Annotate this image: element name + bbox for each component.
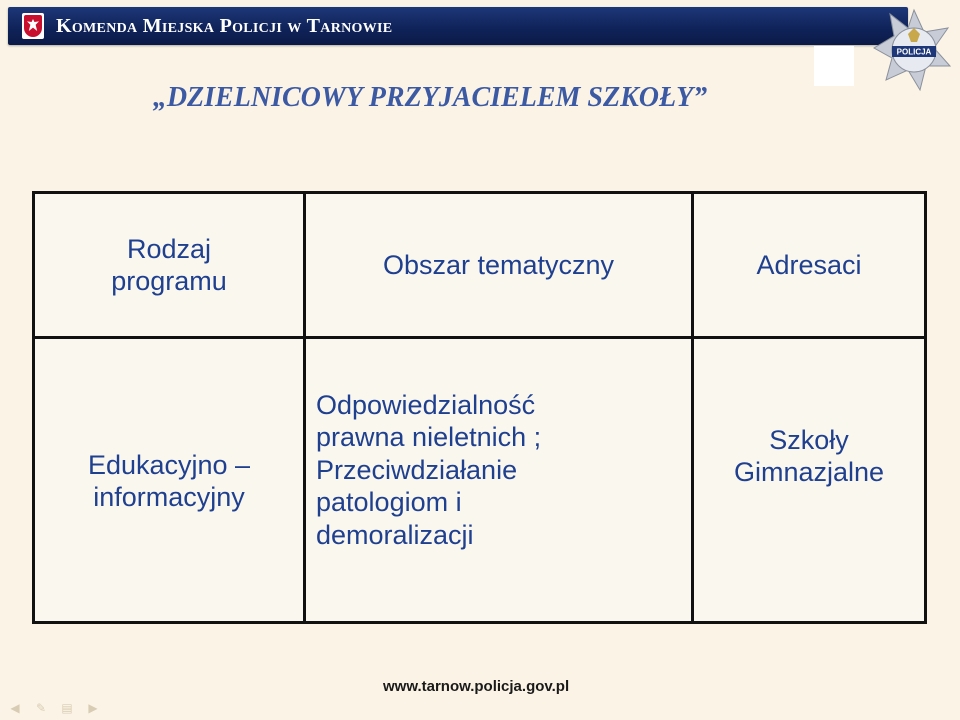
police-star-badge-icon bbox=[872, 8, 956, 94]
footer-url[interactable]: www.tarnow.policja.gov.pl bbox=[383, 678, 570, 695]
table-header-row bbox=[34, 193, 926, 338]
cell-program-type: Edukacyjno – informacyjny bbox=[34, 338, 305, 623]
cell-thematic-area: Odpowiedzialność prawna nieletnich ; Przeciwdziałanie patologiom i demoralizacji bbox=[305, 338, 693, 623]
header-title: Komenda Miejska Policji w Tarnowie bbox=[56, 15, 393, 37]
header-cell-thematic-area: Obszar tematyczny bbox=[305, 193, 693, 338]
slide-title: „DZIELNICOWY PRZYJACIELEM SZKOŁY” bbox=[152, 82, 708, 113]
white-patch bbox=[814, 46, 854, 86]
header-cell-program-type: Rodzaj programu bbox=[34, 193, 305, 338]
table-row bbox=[34, 338, 926, 623]
program-table bbox=[32, 191, 927, 624]
header-bar bbox=[8, 7, 908, 45]
header-cell-addressees: Adresaci bbox=[693, 193, 926, 338]
polish-eagle-icon bbox=[22, 13, 44, 39]
back-arrow-icon[interactable]: ◀ bbox=[10, 701, 20, 715]
badge-text: POLICJA bbox=[896, 47, 932, 57]
slide-nav-controls bbox=[6, 701, 102, 715]
cell-addressees: Szkoły Gimnazjalne bbox=[693, 338, 926, 623]
forward-arrow-icon[interactable]: ▶ bbox=[88, 701, 98, 715]
menu-icon[interactable]: ▤ bbox=[61, 701, 73, 715]
pen-icon[interactable]: ✎ bbox=[35, 701, 47, 715]
